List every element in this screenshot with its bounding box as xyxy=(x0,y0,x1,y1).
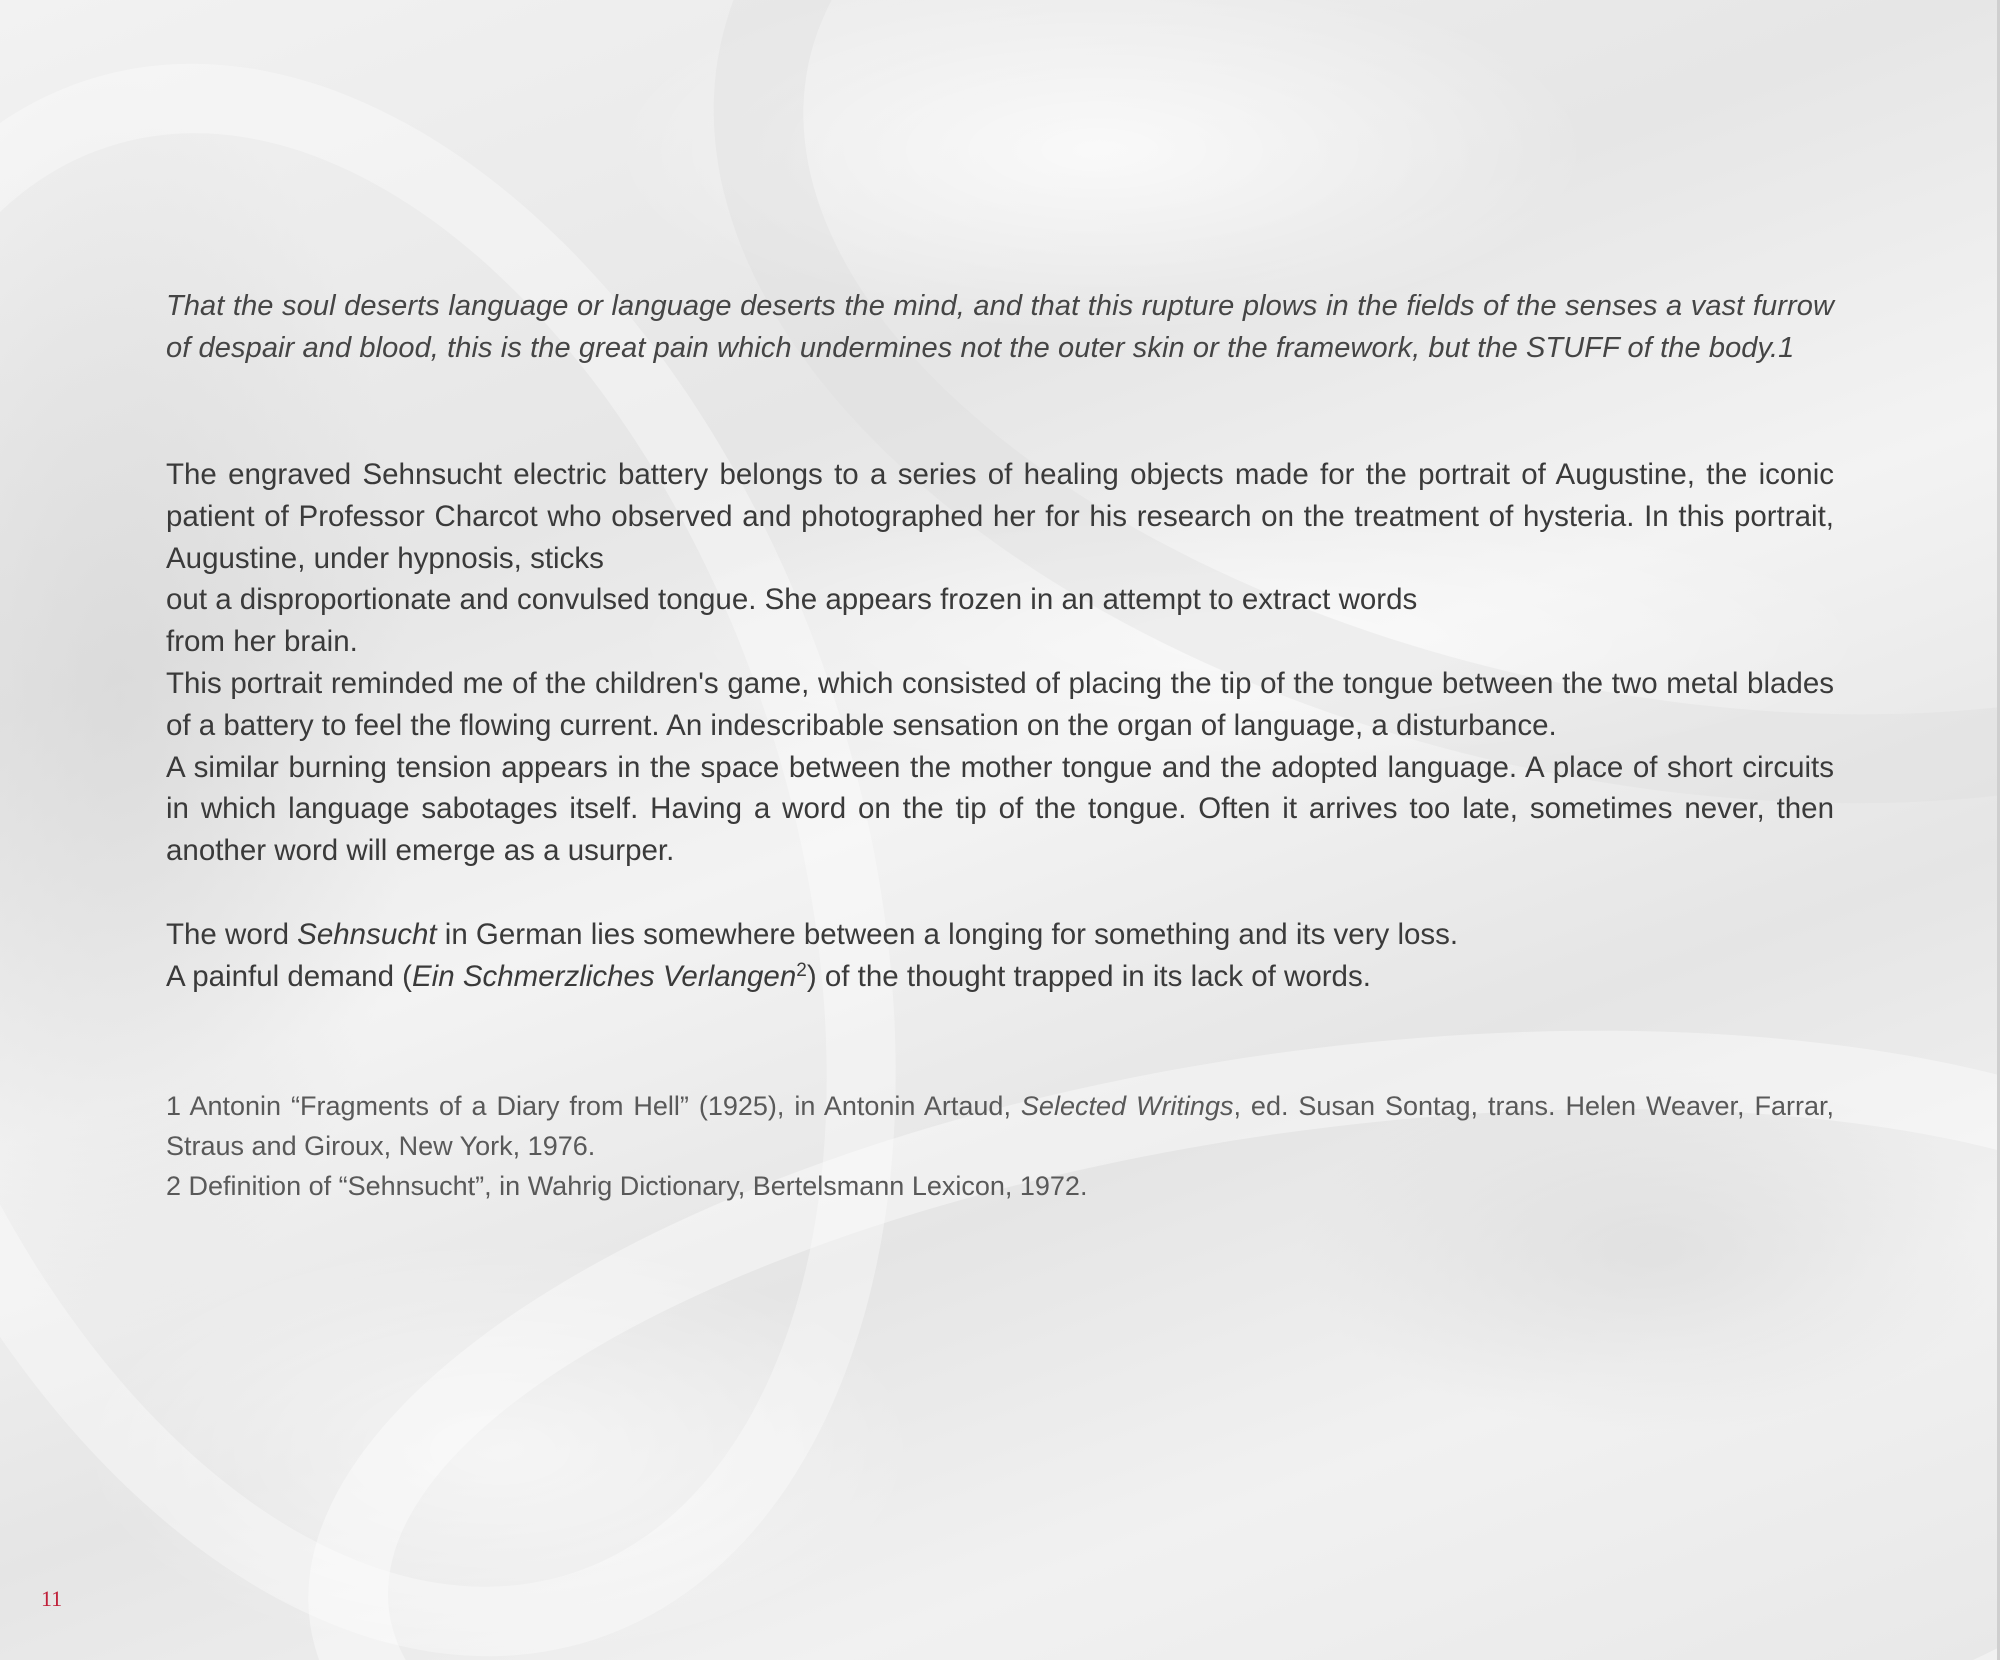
epigraph-quote: That the soul deserts language or language deserts the mind, and that this rupture plows in the fields of the senses a vast furrow of despair and blood, this is the great pain which undermines not the outer skin or the framework, but the STUFF of the body.1 xyxy=(166,290,1834,364)
page-number: 11 xyxy=(41,1586,63,1611)
text-column xyxy=(166,286,1834,1206)
paragraph-4-text-end: in German lies somewhere between a longing for something and its very loss. xyxy=(436,917,1459,951)
paragraph-5-text: A painful demand ( xyxy=(166,959,412,993)
paragraph-4-italic: Sehnsucht xyxy=(297,917,437,951)
footnote-1-text: 1 Antonin “Fragments of a Diary from Hell” (1925), in Antonin Artaud, xyxy=(166,1090,1021,1121)
paragraph-3: A similar burning tension appears in the space between the mother tongue and the adopted language. A place of short circuits in which language sabotages itself. Having a word on the tip of the tongue. Often it arrives too late, sometimes never, then another word will emerge as a usurper. xyxy=(166,750,1834,868)
paragraph-5 xyxy=(166,956,1834,998)
footnote-1-text-end: , ed. Susan Sontag, trans. Helen Weaver, Farrar, Straus and Giroux, New York, 1976. xyxy=(166,1090,1834,1161)
paragraph-1-part-1: The engraved Sehnsucht electric battery belongs to a series of healing objects made for the portrait of Augustine, the iconic patient of Professor Charcot who observed and photographed her for his research on the treatment of hysteria. In this portrait, Augustine, under hypnosis, sticks xyxy=(166,458,1834,575)
paragraph-1-part-2: out a disproportionate and convulsed tongue. She appears frozen in an attempt to extract words xyxy=(166,583,1418,617)
paragraph-2: This portrait reminded me of the children's game, which consisted of placing the tip of the tongue between the two metal blades of a battery to feel the flowing current. An indescribable sensation on the organ of language, a disturbance. xyxy=(166,666,1834,742)
footnote-2: 2 Definition of “Sehnsucht”, in Wahrig Dictionary, Bertelsmann Lexicon, 1972. xyxy=(166,1170,1088,1201)
paragraph-gap xyxy=(166,872,1834,914)
footnote-1-italic: Selected Writings xyxy=(1020,1090,1234,1121)
paragraph-5-text-end: ) of the thought trapped in its lack of words. xyxy=(806,959,1371,993)
footnote-marker: 2 xyxy=(796,959,807,981)
footnote-1 xyxy=(166,1086,1834,1166)
paragraph-4-text: The word xyxy=(166,917,298,951)
paragraph-1-part-3: from her brain. xyxy=(166,625,358,659)
paragraph-5-italic: Ein Schmerzliches Verlangen xyxy=(412,959,797,993)
paragraph-4 xyxy=(166,914,1834,956)
body-text xyxy=(166,454,1834,998)
footnotes xyxy=(166,1086,1834,1206)
